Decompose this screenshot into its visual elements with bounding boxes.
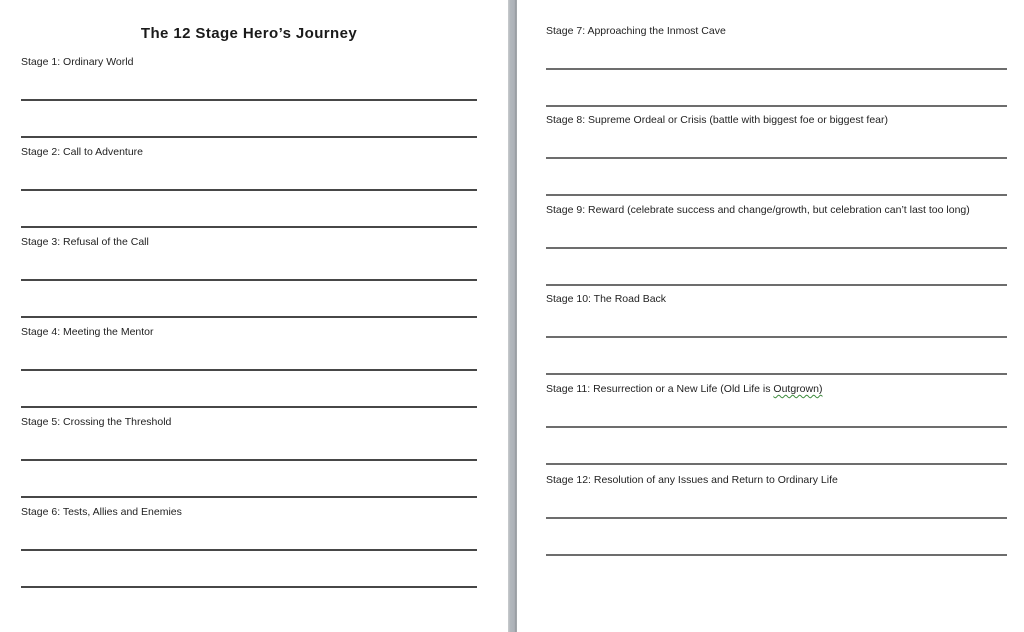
answer-line	[546, 336, 1007, 338]
stage-2-label: Stage 2: Call to Adventure	[21, 146, 143, 158]
answer-line	[21, 496, 477, 498]
answer-line	[21, 189, 477, 191]
stage-3-label: Stage 3: Refusal of the Call	[21, 236, 149, 248]
answer-line	[21, 586, 477, 588]
stage-4-label: Stage 4: Meeting the Mentor	[21, 326, 154, 338]
stage-5-block	[21, 416, 477, 506]
answer-line	[21, 99, 477, 101]
page-gap-divider	[508, 0, 517, 632]
answer-line	[546, 517, 1007, 519]
stage-10-label: Stage 10: The Road Back	[546, 293, 667, 305]
answer-line	[546, 426, 1007, 428]
grammar-flagged-word: Outgrown)	[773, 383, 823, 395]
stage-2-block	[21, 146, 477, 236]
stage-12-block	[546, 474, 1007, 564]
answer-line	[21, 406, 477, 408]
answer-line	[21, 459, 477, 461]
answer-line	[21, 136, 477, 138]
stage-11-label	[546, 383, 822, 395]
answer-line	[546, 194, 1007, 196]
stage-9-label: Stage 9: Reward (celebrate success and change/growth, but celebration can’t last too long)	[546, 204, 970, 216]
stage-6-label: Stage 6: Tests, Allies and Enemies	[21, 506, 182, 518]
stage-11-label-text: Stage 11: Resurrection or a New Life (Old Life is	[546, 383, 774, 395]
stage-11-block	[546, 383, 1007, 473]
stage-8-block	[546, 114, 1007, 204]
answer-line	[546, 68, 1007, 70]
stage-12-label: Stage 12: Resolution of any Issues and Return to Ordinary Life	[546, 474, 838, 486]
document-title: The 12 Stage Hero’s Journey	[140, 25, 358, 42]
answer-line	[21, 369, 477, 371]
answer-line	[546, 463, 1007, 465]
answer-line	[21, 226, 477, 228]
stage-4-block	[21, 326, 477, 416]
stage-1-label: Stage 1: Ordinary World	[21, 56, 134, 68]
answer-line	[546, 554, 1007, 556]
answer-line	[546, 373, 1007, 375]
stage-3-block	[21, 236, 477, 326]
stage-6-block	[21, 506, 477, 596]
answer-line	[546, 157, 1007, 159]
stage-1-block	[21, 56, 477, 146]
stage-10-block	[546, 293, 1007, 383]
stage-5-label: Stage 5: Crossing the Threshold	[21, 416, 172, 428]
stage-7-label: Stage 7: Approaching the Inmost Cave	[546, 25, 726, 37]
answer-line	[21, 316, 477, 318]
page-2	[517, 0, 1024, 632]
stage-7-block	[546, 25, 1007, 115]
answer-line	[546, 105, 1007, 107]
answer-line	[21, 279, 477, 281]
stage-9-block	[546, 204, 1007, 294]
answer-line	[546, 247, 1007, 249]
answer-line	[21, 549, 477, 551]
answer-line	[546, 284, 1007, 286]
stage-8-label: Stage 8: Supreme Ordeal or Crisis (battle with biggest foe or biggest fear)	[546, 114, 888, 126]
page-1	[0, 0, 508, 632]
